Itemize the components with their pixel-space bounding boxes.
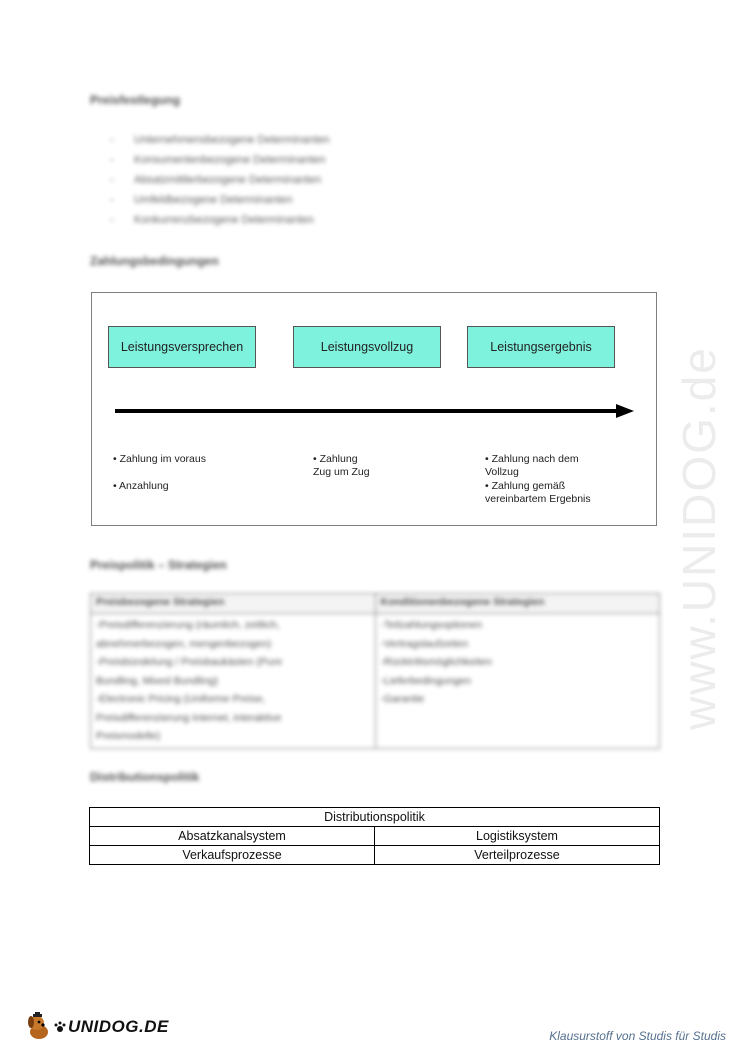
table-cell: Logistiksystem (375, 827, 660, 846)
payment-timeline-diagram (91, 292, 657, 526)
phase-box-leistungsversprechen: Leistungsversprechen (108, 326, 256, 368)
payment-item: • Zahlung nach dem Vollzug (485, 453, 579, 478)
heading-distributionspolitik: Distributionspolitik (90, 770, 200, 784)
distribution-table-header: Distributionspolitik (90, 808, 660, 827)
payment-item: • Zahlung gemäß vereinbartem Ergebnis (485, 480, 591, 505)
paw-icon (54, 1021, 66, 1033)
table-cell-left: -Preisdifferenzierung (räumlich, zeitlich, abnehmerbezogen, mengenbezogen) -Preisbündelung / Preisbaukästen (Pure Bundling, Mixed Bundling) -Electronic Pricing (Uniforme Preise, Preisdifferenzierung Internet, interaktive Preismodelle) (91, 614, 376, 749)
table-cell-right: -Teilzahlungsoptionen -Vertragslaufzeiten -Rücktrittsmöglichkeiten -Lieferbedingungen -Garantie (375, 614, 660, 749)
watermark-text: www.UNIDOG.de (673, 346, 725, 730)
list-item: - Unternehmensbezogene Determinanten (110, 134, 330, 146)
distribution-table (89, 807, 660, 865)
table-cell: Verteilprozesse (375, 846, 660, 865)
table-cell: Absatzkanalsystem (90, 827, 375, 846)
payment-item: • Zahlung Zug um Zug (313, 453, 370, 478)
heading-preisfestlegung: Preisfestlegung (90, 93, 181, 107)
list-item: - Konsumentenbezogene Determinanten (110, 154, 326, 166)
list-item: - Umfeldbezogene Determinanten (110, 194, 293, 206)
timeline-arrow-head (616, 404, 634, 418)
table-cell: Verkaufsprozesse (90, 846, 375, 865)
heading-zahlungsbedingungen: Zahlungsbedingungen (90, 254, 219, 268)
preisfestlegung-list (110, 130, 330, 230)
payment-item: • Anzahlung (113, 480, 169, 492)
dog-mascot-icon (24, 1012, 54, 1042)
list-item: - Konkurrenzbezogene Determinanten (110, 214, 314, 226)
strategies-table (90, 593, 660, 749)
phase-box-leistungsvollzug: Leistungsvollzug (293, 326, 441, 368)
phase-box-leistungsergebnis: Leistungsergebnis (467, 326, 615, 368)
timeline-arrow-line (115, 409, 617, 413)
unidog-logo (24, 1012, 169, 1042)
table-header: Preisbezogene Strategien (91, 594, 376, 614)
footer-tagline: Klausurstoff von Studis für Studis (549, 1029, 726, 1043)
table-header: Konditionenbezogene Strategien (375, 594, 660, 614)
list-item: - Absatzmittlerbezogene Determinanten (110, 174, 322, 186)
payment-item: • Zahlung im voraus (113, 453, 206, 465)
heading-preispolitik: Preispolitik – Strategien (90, 558, 227, 572)
logo-text: UNIDOG.DE (68, 1017, 169, 1036)
